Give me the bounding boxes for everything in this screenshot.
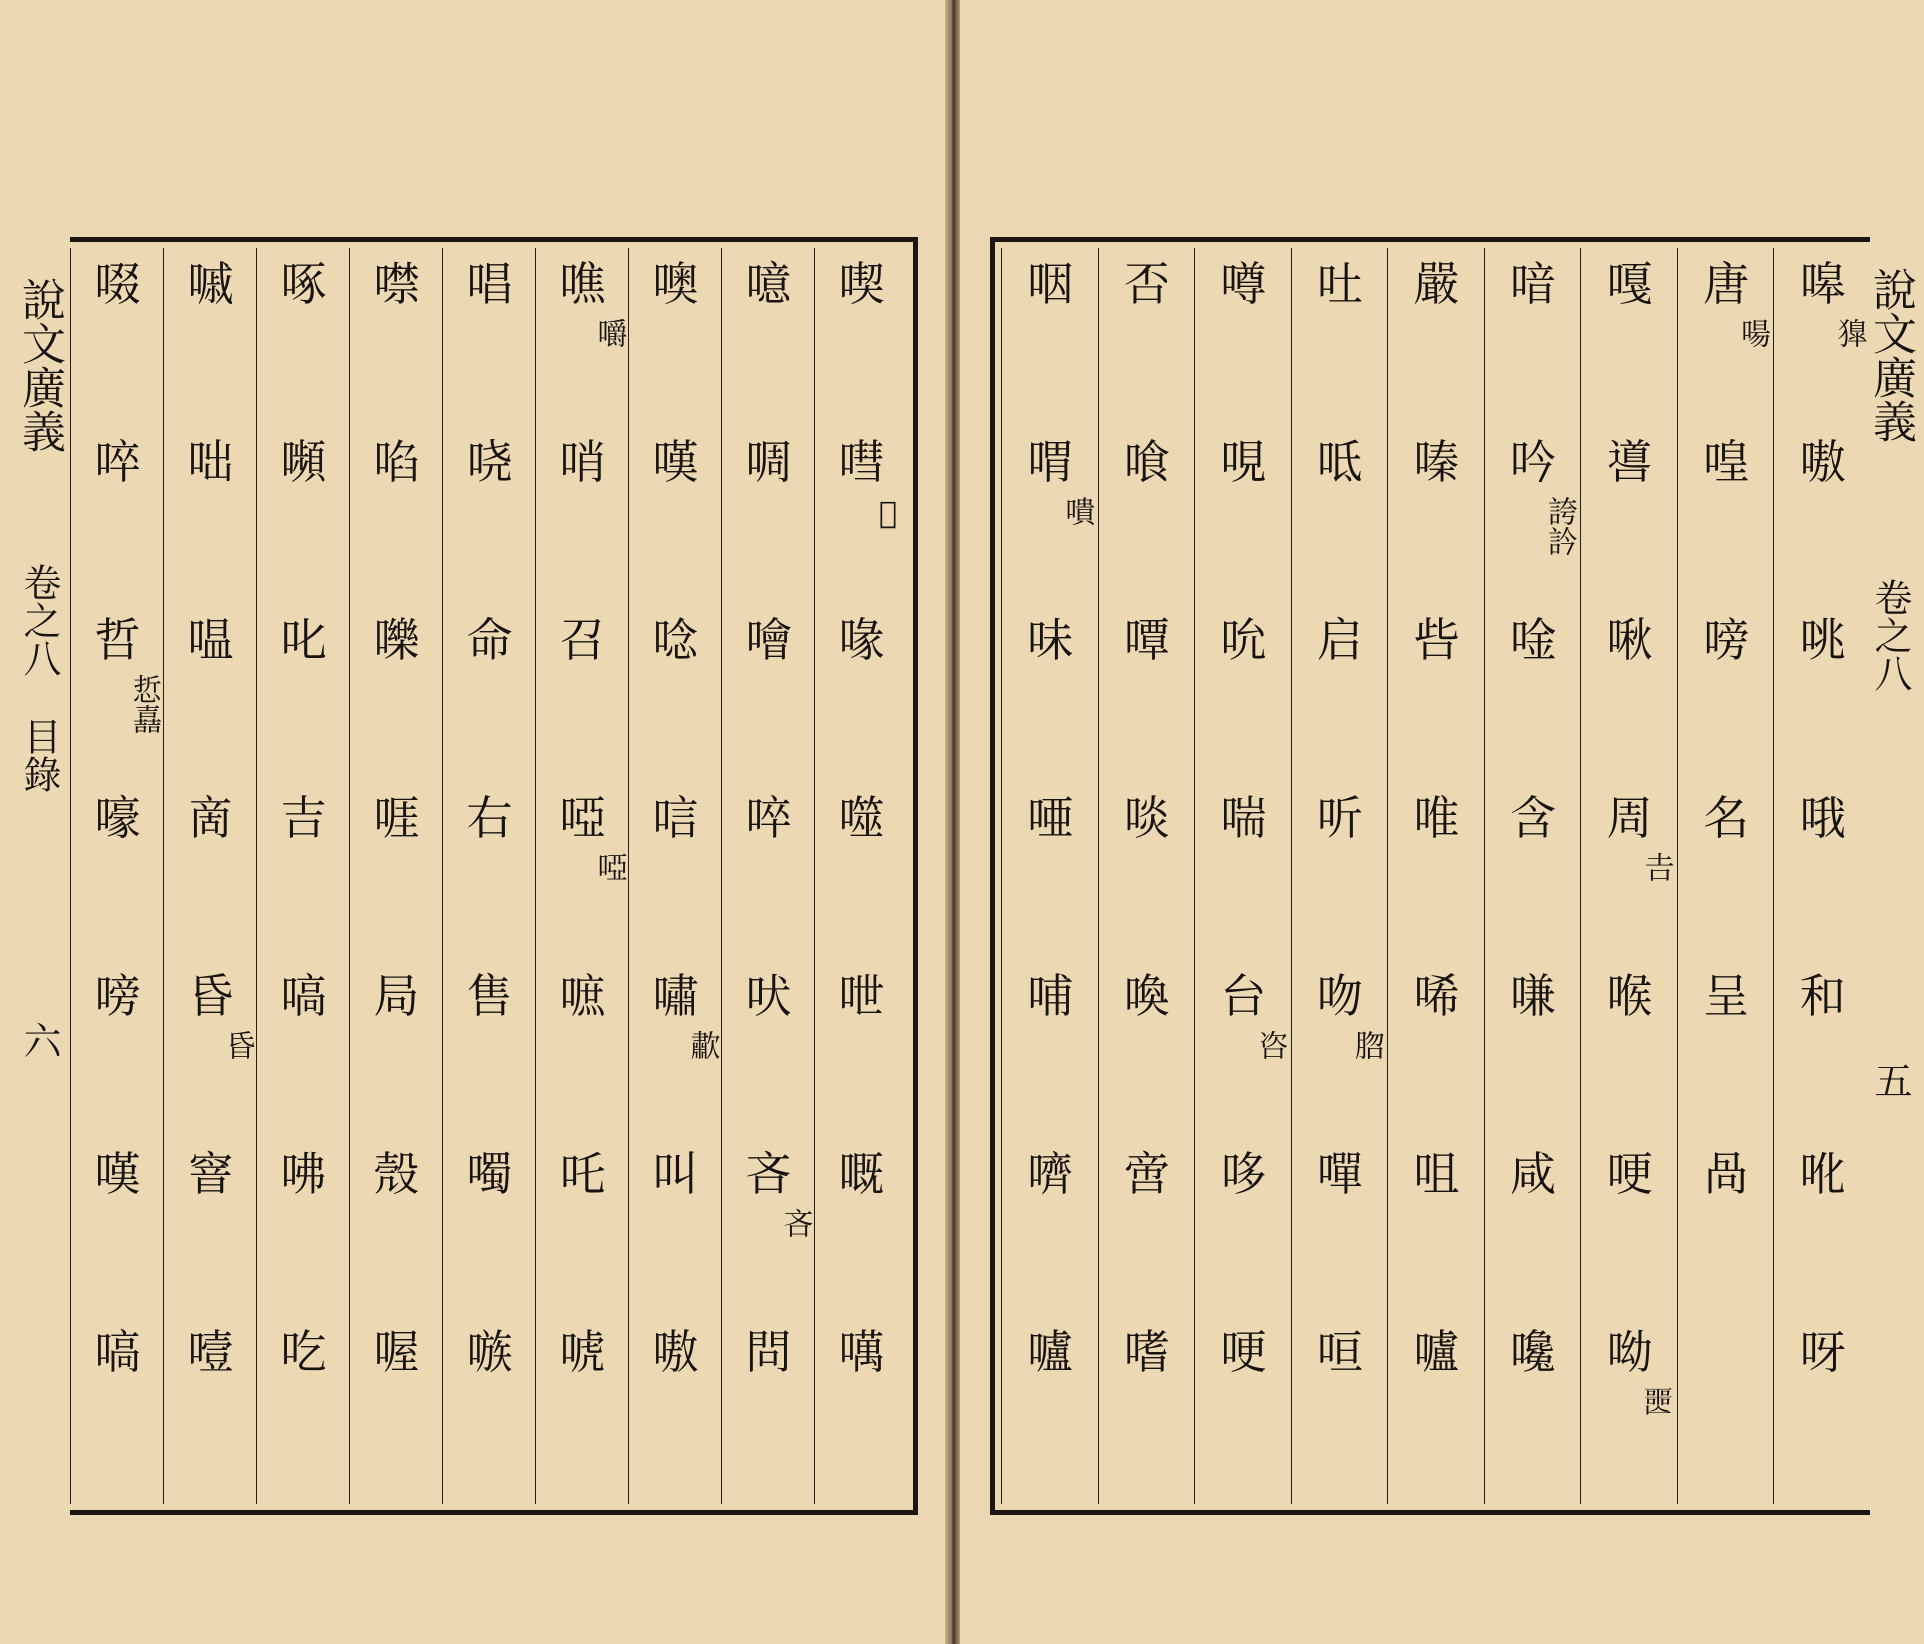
- annotation-glyph: 獋: [1831, 318, 1867, 348]
- right-page-column: [1001, 248, 1099, 1504]
- glyph: 嚧: [1027, 1325, 1074, 1379]
- glyph: 叫: [652, 1147, 699, 1201]
- annotation-glyph: 𡂤: [1638, 1386, 1674, 1416]
- glyph: 局: [373, 969, 420, 1023]
- glyph: 噵: [1606, 435, 1653, 489]
- book-gutter: [945, 0, 960, 1644]
- glyph: 听: [1316, 791, 1363, 845]
- glyph: 咷: [1799, 613, 1846, 667]
- glyph: 噎: [187, 1325, 234, 1379]
- left-page-column: [628, 248, 722, 1504]
- glyph: 右: [466, 791, 513, 845]
- glyph: 叱: [280, 613, 327, 667]
- glyph: 吟: [1510, 435, 1557, 489]
- glyph: 嘁: [187, 257, 234, 311]
- left-page-column: [721, 248, 815, 1504]
- glyph: 唫: [1510, 613, 1557, 667]
- glyph: 哨: [559, 435, 606, 489]
- glyph: 喑: [1510, 257, 1557, 311]
- glyph: 嘒: [838, 435, 885, 489]
- glyph: 喤: [1703, 435, 1750, 489]
- left-page-column: [349, 248, 443, 1504]
- glyph: 嘎: [1606, 257, 1653, 311]
- left-margin-strip: [8, 250, 70, 1070]
- glyph: 啀: [373, 791, 420, 845]
- glyph: 喙: [838, 613, 885, 667]
- glyph: 唁: [652, 791, 699, 845]
- glyph: 呭: [838, 969, 885, 1023]
- left-page-column: [163, 248, 257, 1504]
- right-page-column: [1773, 248, 1871, 1504]
- right-page-column: [1291, 248, 1389, 1504]
- glyph: 喔: [373, 1325, 420, 1379]
- annotation-glyph: 嘳: [1059, 496, 1095, 526]
- glyph: 噣: [466, 1147, 513, 1201]
- glyph: 否: [1123, 257, 1170, 311]
- glyph: 咈: [280, 1147, 327, 1201]
- glyph: 噂: [1220, 257, 1267, 311]
- right-margin-strip: [1860, 240, 1920, 1110]
- glyph: 唯: [1413, 791, 1460, 845]
- glyph: 嗙: [94, 969, 141, 1023]
- glyph: 喫: [838, 257, 885, 311]
- glyph: 哲: [94, 613, 141, 667]
- glyph: 啐: [94, 435, 141, 489]
- glyph: 唱: [466, 257, 513, 311]
- glyph: 嗃: [280, 969, 327, 1023]
- glyph: 吻: [1316, 969, 1363, 1023]
- left-margin-title: 說文廣義: [14, 277, 65, 453]
- glyph: 啗: [373, 435, 420, 489]
- right-page-column: [1387, 248, 1485, 1504]
- annotation-glyph: 啞: [591, 852, 627, 882]
- glyph: 嘆: [652, 435, 699, 489]
- glyph: 嗾: [466, 1325, 513, 1379]
- glyph: 吠: [745, 969, 792, 1023]
- left-margin-volume: 卷之八: [17, 563, 61, 677]
- annotation-glyph: 啺: [1735, 318, 1771, 348]
- glyph: 喚: [1123, 969, 1170, 1023]
- left-page-frame: [70, 237, 918, 1515]
- glyph: 啜: [94, 257, 141, 311]
- glyph: 咄: [187, 435, 234, 489]
- glyph: 嗷: [1799, 435, 1846, 489]
- right-page-column: [1098, 248, 1196, 1504]
- glyph: 启: [1316, 613, 1363, 667]
- glyph: 嘅: [838, 1147, 885, 1201]
- glyph: 吒: [559, 1147, 606, 1201]
- glyph: 嚵: [1510, 1325, 1557, 1379]
- glyph: 哓: [466, 435, 513, 489]
- glyph: 唖: [1027, 791, 1074, 845]
- glyph: 呈: [1703, 969, 1750, 1023]
- glyph: 吃: [280, 1325, 327, 1379]
- glyph: 咺: [1316, 1325, 1363, 1379]
- glyph: 唸: [652, 613, 699, 667]
- annotation-glyph: 𠮷: [1638, 852, 1674, 882]
- glyph: 噧: [838, 1325, 885, 1379]
- glyph: 召: [559, 613, 606, 667]
- glyph: 殼: [373, 1147, 420, 1201]
- glyph: 啁: [745, 435, 792, 489]
- glyph: 啻: [1123, 1147, 1170, 1201]
- glyph: 噤: [373, 257, 420, 311]
- annotation-glyph: 嚼: [591, 318, 627, 348]
- glyph: 嘯: [652, 969, 699, 1023]
- right-page-column: [1194, 248, 1292, 1504]
- annotation-glyph: 誇訡: [1542, 496, 1578, 556]
- glyph: 吪: [1799, 1147, 1846, 1201]
- glyph: 嗢: [187, 613, 234, 667]
- glyph: 嚴: [1413, 257, 1460, 311]
- glyph: 啐: [745, 791, 792, 845]
- glyph: 呰: [1413, 613, 1460, 667]
- glyph: 窨: [187, 1147, 234, 1201]
- glyph: 嗛: [1510, 969, 1557, 1023]
- glyph: 喉: [1606, 969, 1653, 1023]
- glyph: 命: [466, 613, 513, 667]
- annotation-glyph: 咨: [1252, 1030, 1288, 1060]
- glyph: 唏: [1413, 969, 1460, 1023]
- glyph: 嚛: [373, 613, 420, 667]
- glyph: 咽: [1027, 257, 1074, 311]
- glyph: 咸: [1510, 1147, 1557, 1201]
- glyph: 啄: [280, 257, 327, 311]
- glyph: 嗥: [1799, 257, 1846, 311]
- glyph: 喰: [1123, 435, 1170, 489]
- glyph: 名: [1703, 791, 1750, 845]
- glyph: 周: [1606, 791, 1653, 845]
- glyph: 哯: [1220, 435, 1267, 489]
- glyph: 嚧: [1413, 1325, 1460, 1379]
- glyph: 啖: [1123, 791, 1170, 845]
- annotation-glyph: 悊嚞: [126, 674, 162, 734]
- left-margin-page-number: 六: [17, 1021, 61, 1059]
- glyph: 吝: [745, 1147, 792, 1201]
- glyph: 哽: [1220, 1325, 1267, 1379]
- annotation-glyph: 吝: [777, 1208, 813, 1238]
- glyph: 啇: [187, 791, 234, 845]
- glyph: 嗻: [559, 969, 606, 1023]
- glyph: 咼: [1703, 1147, 1750, 1201]
- glyph: 味: [1027, 613, 1074, 667]
- left-margin-section: 目錄: [17, 717, 61, 793]
- glyph: 唬: [559, 1325, 606, 1379]
- glyph: 哺: [1027, 969, 1074, 1023]
- glyph: 啞: [559, 791, 606, 845]
- glyph: 嚎: [94, 791, 141, 845]
- glyph: 咀: [1413, 1147, 1460, 1201]
- glyph: 和: [1799, 969, 1846, 1023]
- annotation-glyph: 𡁟: [870, 496, 906, 531]
- glyph: 嘆: [94, 1147, 141, 1201]
- glyph: 唐: [1703, 257, 1750, 311]
- glyph: 噍: [559, 257, 606, 311]
- right-margin-title: 說文廣義: [1865, 267, 1916, 443]
- left-page-column: [256, 248, 350, 1504]
- glyph: 哆: [1220, 1147, 1267, 1201]
- glyph: 吮: [1220, 613, 1267, 667]
- glyph: 噲: [745, 613, 792, 667]
- glyph: 哦: [1799, 791, 1846, 845]
- annotation-glyph: 脗: [1348, 1030, 1384, 1060]
- glyph: 呧: [1316, 435, 1363, 489]
- right-page-column: [1580, 248, 1678, 1504]
- glyph: 吐: [1316, 257, 1363, 311]
- glyph: 啾: [1606, 613, 1653, 667]
- annotation-glyph: 歗: [684, 1030, 720, 1060]
- glyph: 呀: [1799, 1325, 1846, 1379]
- glyph: 喟: [1027, 435, 1074, 489]
- left-page-column: [70, 248, 164, 1504]
- glyph: 噬: [838, 791, 885, 845]
- left-page-column: [814, 248, 908, 1504]
- glyph: 含: [1510, 791, 1557, 845]
- glyph: 售: [466, 969, 513, 1023]
- glyph: 嗜: [1123, 1325, 1170, 1379]
- glyph: 昏: [187, 969, 234, 1023]
- annotation-glyph: 昏: [219, 1030, 255, 1060]
- right-margin-volume: 卷之八: [1868, 578, 1912, 692]
- glyph: 噢: [652, 257, 699, 311]
- glyph: 嗃: [94, 1325, 141, 1379]
- right-page-frame: [990, 237, 1870, 1515]
- glyph: 嘽: [1316, 1147, 1363, 1201]
- glyph: 嗙: [1703, 613, 1750, 667]
- right-page-column: [1677, 248, 1775, 1504]
- glyph: 嚌: [1027, 1147, 1074, 1201]
- glyph: 嚬: [280, 435, 327, 489]
- glyph: 呦: [1606, 1325, 1653, 1379]
- left-page-column: [442, 248, 536, 1504]
- right-margin-page-number: 五: [1868, 1061, 1912, 1099]
- glyph: 喘: [1220, 791, 1267, 845]
- right-page-column: [1484, 248, 1582, 1504]
- glyph: 噫: [745, 257, 792, 311]
- glyph: 嗷: [652, 1325, 699, 1379]
- glyph: 嗪: [1413, 435, 1460, 489]
- glyph: 嘾: [1123, 613, 1170, 667]
- glyph: 哽: [1606, 1147, 1653, 1201]
- glyph: 台: [1220, 969, 1267, 1023]
- glyph: 吉: [280, 791, 327, 845]
- left-page-column: [535, 248, 629, 1504]
- glyph: 問: [745, 1325, 792, 1379]
